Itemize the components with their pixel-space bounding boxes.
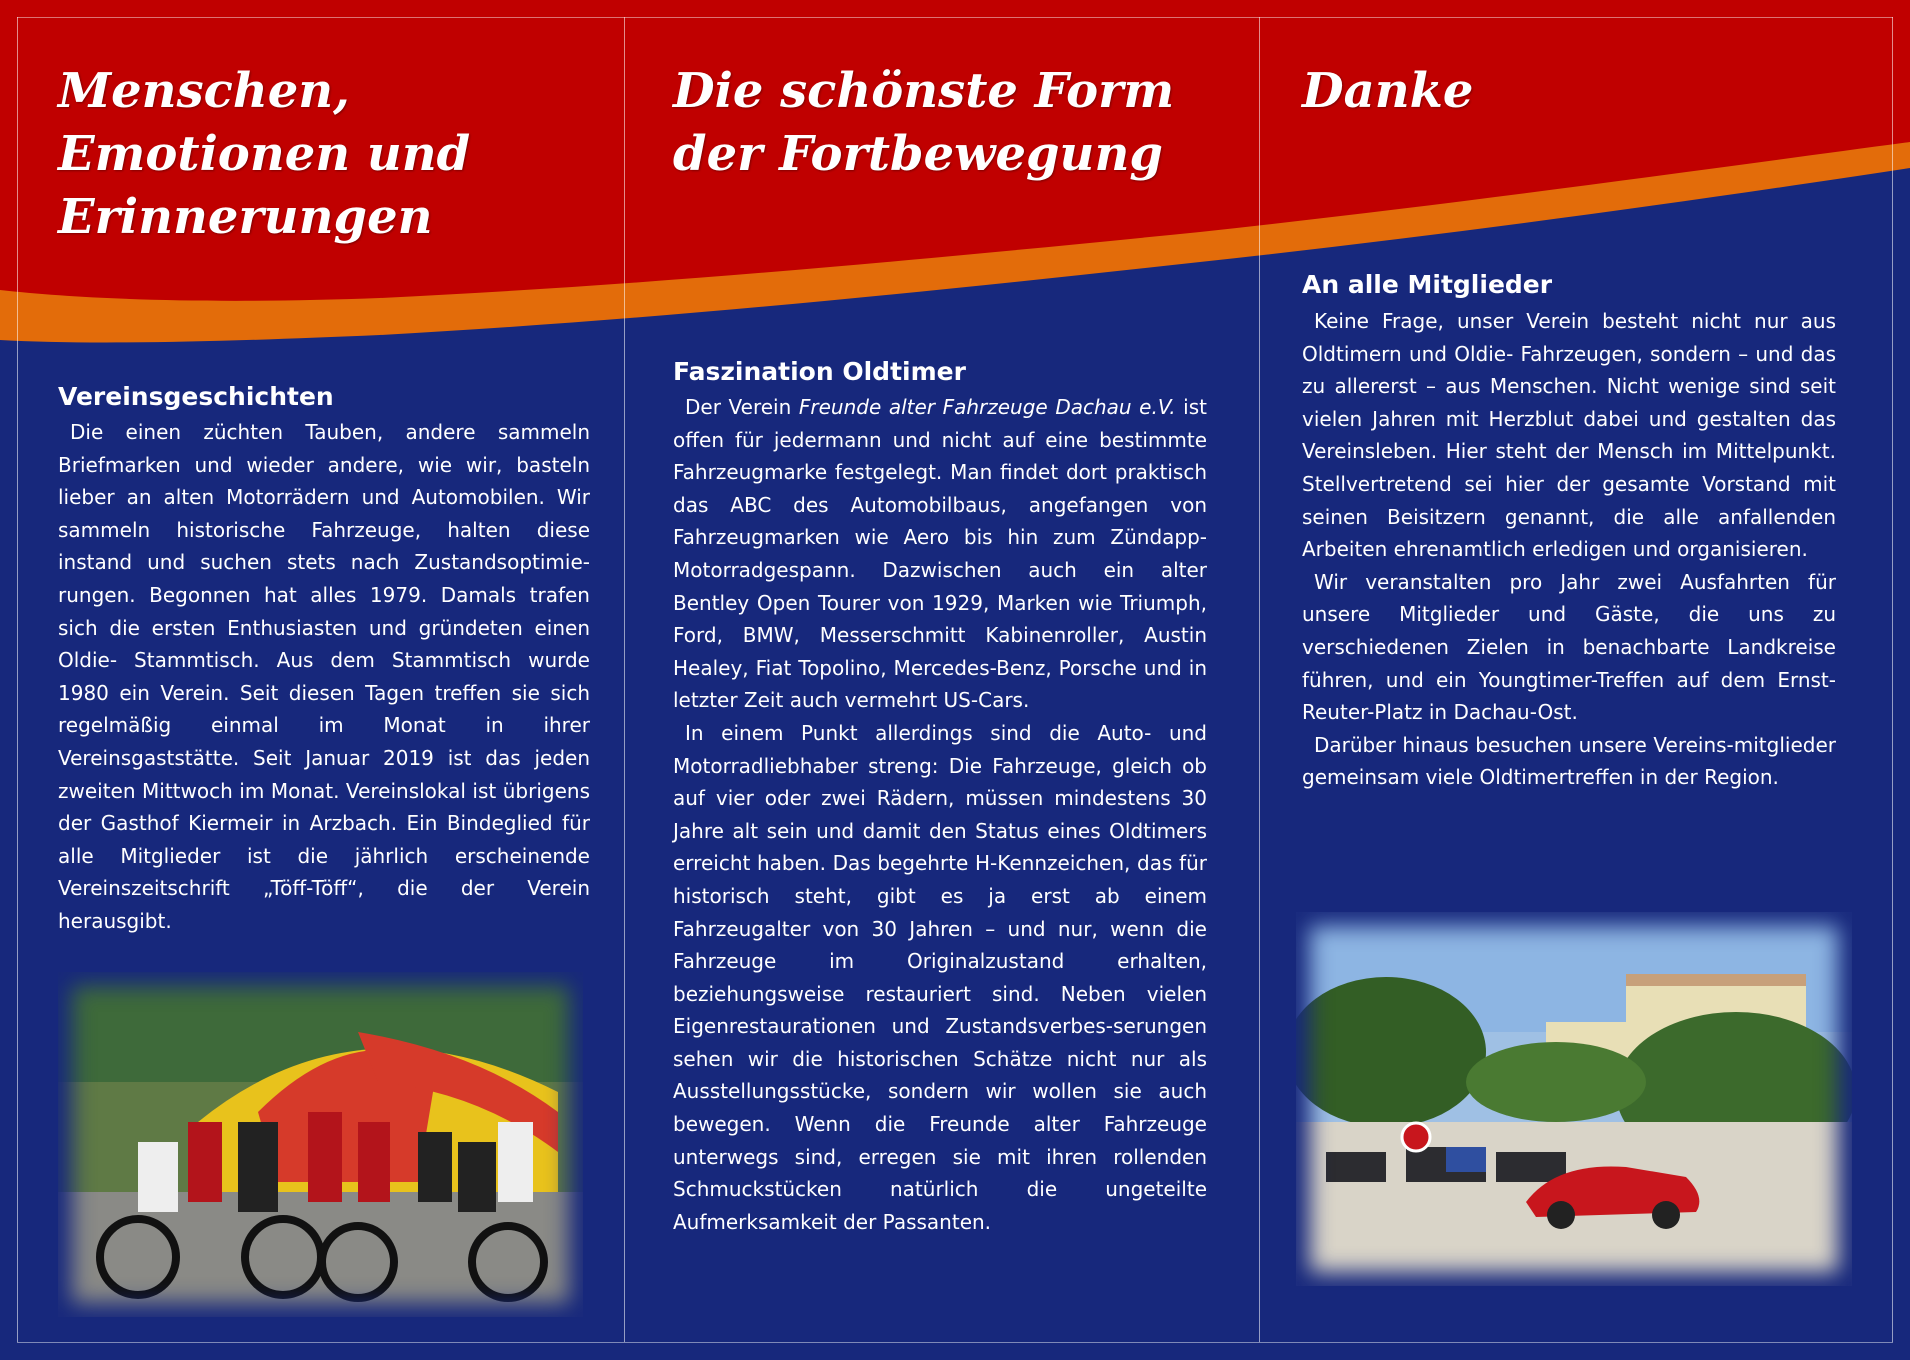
motorcycle-group-photo xyxy=(58,972,583,1317)
col1-heading-line1: Menschen, xyxy=(58,63,350,119)
col3-heading: Danke xyxy=(1302,63,1474,119)
col2-heading-line1: Die schönste Form xyxy=(673,63,1175,119)
column-divider-left-edge xyxy=(17,17,18,1342)
col2-p1-start: Der Verein xyxy=(685,395,799,419)
col3-paragraph-1: Keine Frage, unser Verein besteht nicht nur aus Oldtimern und Oldie- Fahrzeugen, sondern – und das zu allererst – aus Menschen. Nicht wenige sind seit vielen Jahren mit Herzblut dabei und gestalten das Vereinsleben. Hier steht der Mensch im Mittelpunkt. Stellvertretend sei hier der gesamte Vorstand mit seinen Beisitzern genannt, die alle anfallenden Arbeiten ehrenamtlich erledigen und organisieren. xyxy=(1302,309,1836,562)
frame-top-line xyxy=(17,17,1893,18)
col1-heading-line2: Emotionen und xyxy=(58,126,471,182)
column-divider-right-edge xyxy=(1892,17,1893,1342)
col1-subtitle: Vereinsgeschichten xyxy=(58,382,334,411)
col1-heading-line3: Erinnerungen xyxy=(58,189,433,245)
col2-body xyxy=(673,391,1207,1238)
col2-paragraph-2: In einem Punkt allerdings sind die Auto- und Motorradliebhaber streng: Die Fahrzeuge, gleich ob auf vier oder zwei Rädern, müssen mindestens 30 Jahre alt sein und damit den Status eines Oldtimers erreicht haben. Das begehrte H-Kennzeichen, das für historisch steht, gibt es ja erst ab einem Fahrzeugalter von 30 Jahren – und nur, wenn die Fahrzeuge im Originalzustand erhalten, beziehungsweise restauriert sind. Neben vielen Eigenrestaurationen und Zustandsverbes-serungen sehen wir die historischen Schätze nicht nur als Ausstellungsstücke, sondern wir wollen sie auch bewegen. Wenn die Freunde alter Fahrzeuge unterwegs sind, erregen sie mit ihren rollenden Schmuckstücken natürlich die ungeteilte Aufmerksamkeit der Passanten. xyxy=(673,720,1207,1234)
column-divider-1 xyxy=(624,17,625,1342)
col1-paragraph-1: Die einen züchten Tauben, andere sammeln Briefmarken und wieder andere, wie wir, basteln lieber an alten Motorrädern und Automobilen. Wir sammeln historische Fahrzeuge, halten diese instand und suchen stets nach Zustandsoptimie-rungen. Begonnen hat alles 1979. Damals trafen sich die ersten Enthusiasten und gründeten einen Oldie- Stammtisch. Aus dem Stammtisch wurde 1980 ein Verein. Seit diesen Tagen treffen sie sich regelmäßig einmal im Monat in ihrer Vereinsgaststätte. Seit Januar 2019 ist das jeden zweiten Mittwoch im Monat. Vereinslokal ist übrigens der Gasthof Kiermeir in Arzbach. Ein Bindeglied für alle Mitglieder ist die jährlich erscheinende Vereinszeitschrift „Töff-Töff“, die der Verein herausgibt. xyxy=(58,420,590,933)
col2-p1-rest: ist offen für jedermann und nicht auf eine bestimmte Fahrzeugmarke festgelegt. Man findet dort praktisch das ABC des Automobilbaus, angefangen von Fahrzeugmarken wie Aero bis hin zum Zündapp-Motorradgespann. Dazwischen auch ein alter Bentley Open Tourer von 1929, Marken wie Triumph, Ford, BMW, Messerschmitt Kabinenroller, Austin Healey, Fiat Topolino, Mercedes-Benz, Porsche und in letzter Zeit auch vermehrt US-Cars. xyxy=(673,395,1207,713)
car-meeting-photo xyxy=(1296,912,1852,1286)
col2-heading-line2: der Fortbewegung xyxy=(673,126,1163,182)
col3-subtitle: An alle Mitglieder xyxy=(1302,270,1553,299)
column-divider-2 xyxy=(1259,17,1260,1342)
col2-paragraph-1 xyxy=(673,391,1207,717)
col2-heading xyxy=(673,60,1233,186)
col3-body xyxy=(1302,305,1836,794)
col1-heading xyxy=(58,60,598,249)
frame-bottom-line xyxy=(17,1342,1893,1343)
col3-paragraph-2: Wir veranstalten pro Jahr zwei Ausfahrten für unsere Mitglieder und Gäste, die uns zu verschiedenen Zielen in benachbarte Landkreise führen, und ein Youngtimer-Treffen auf dem Ernst-Reuter-Platz in Dachau-Ost. xyxy=(1302,569,1836,725)
col2-subtitle: Faszination Oldtimer xyxy=(673,357,966,386)
col3-paragraph-3: Darüber hinaus besuchen unsere Vereins-mitglieder gemeinsam viele Oldtimertreffen in der Region. xyxy=(1302,732,1836,790)
col1-body xyxy=(58,416,590,938)
col2-p1-club-name: Freunde alter Fahrzeuge Dachau e.V. xyxy=(798,395,1176,419)
